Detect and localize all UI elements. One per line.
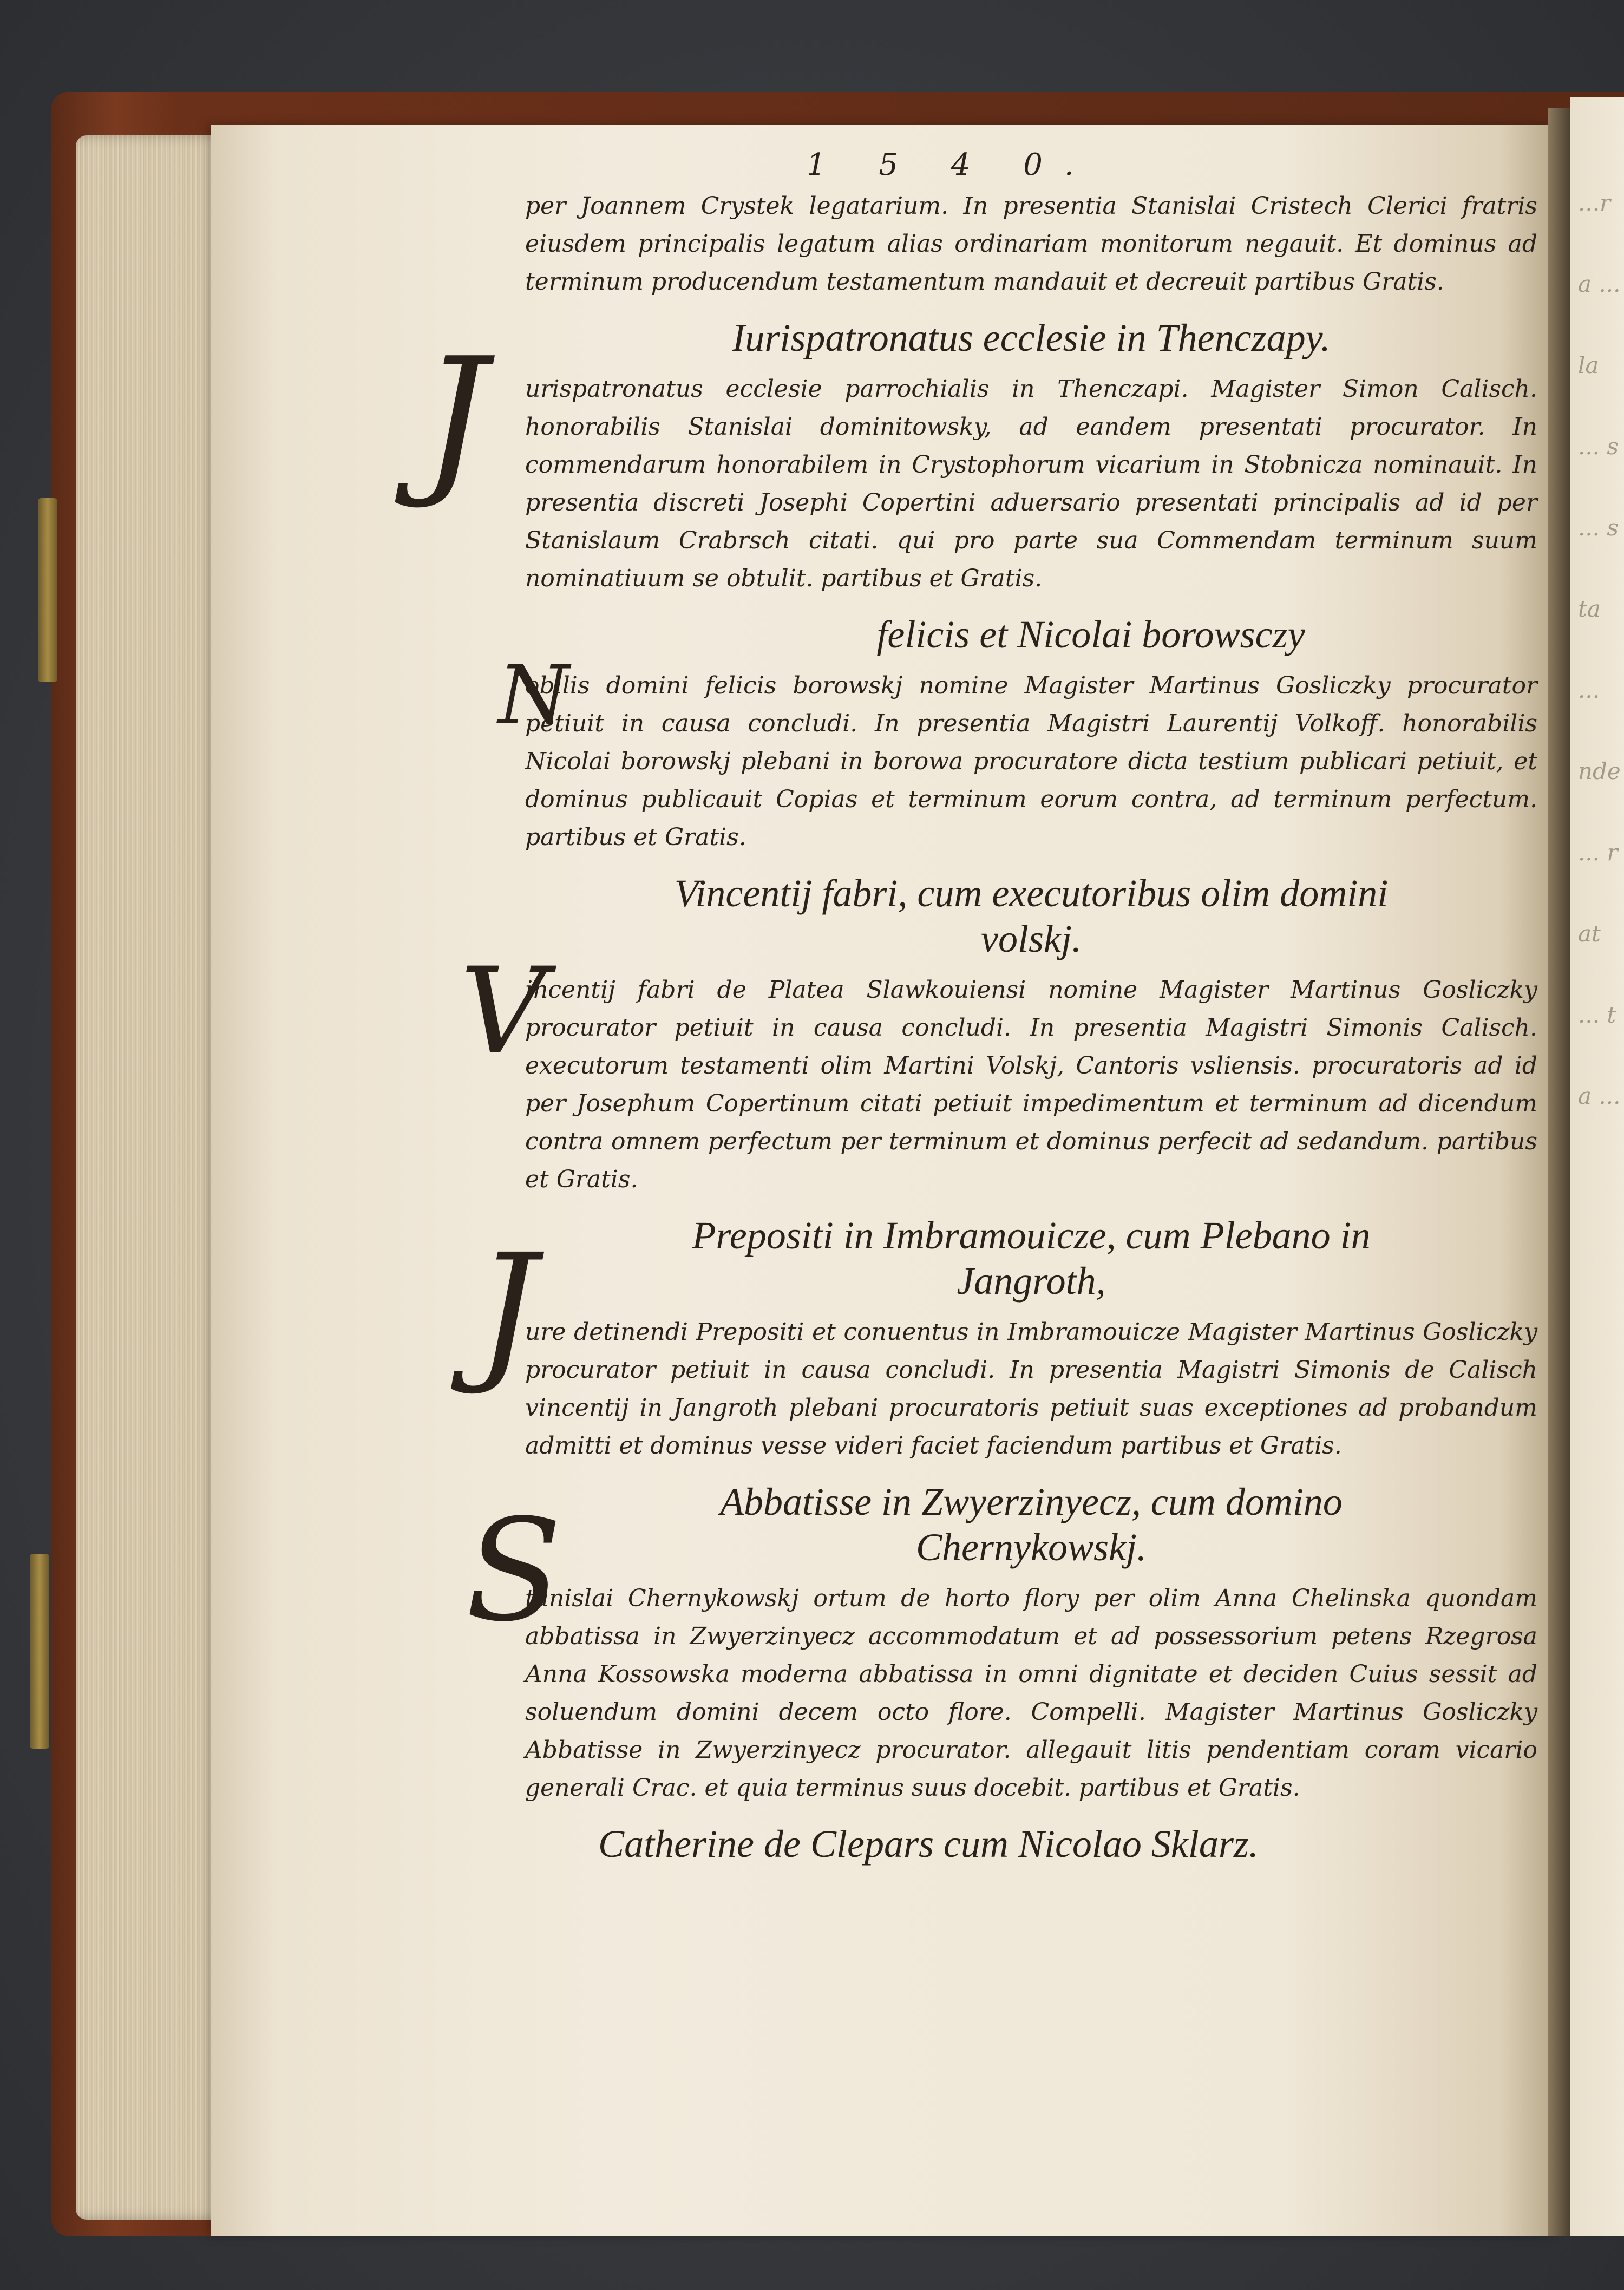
brass-clasp-lower [30, 1554, 49, 1749]
entry-heading: Catherine de Clepars cum Nicolao Sklarz. [598, 1822, 1259, 1866]
decorated-initial: S [466, 1489, 562, 1653]
decorated-initial: V [460, 942, 546, 1081]
recto-fragments: ...ra ... la ... s ... sta ... nde ... rat ... ta ... [1578, 189, 1621, 1109]
entry-heading: Prepositi in Imbramouicze, cum Plebano in Jangroth, [692, 1214, 1371, 1303]
entry-heading: Abbatisse in Zwyerzinyecz, cum domino Chernykowskj. [720, 1480, 1343, 1569]
entry-5 [466, 1479, 1537, 1807]
entry-heading: Iurispatronatus ecclesie in Thenczapy. [732, 316, 1331, 359]
brass-clasp-upper [38, 498, 57, 682]
page-text-block [422, 146, 1537, 1876]
entry-3 [460, 871, 1537, 1199]
decorated-initial: J [422, 323, 488, 512]
entry-6 [525, 1821, 1537, 1867]
entry-0 [525, 187, 1537, 301]
entry-heading: Vincentij fabri, cum executoribus olim domini volskj. [674, 872, 1389, 960]
entry-text: urispatronatus ecclesie parrochialis in Thenczapi. Magister Simon Calisch. honorabilis Stanislai dominitowsky, ad eandem presentati procurator. In commendarum honorabilem in Crystophorum vicarium in Stobnicza nominauit. In presentia discreti Josephi Copertini aduersario presentati principalis ad id per Stanislaum Crabrsch citati. qui pro parte sua Commendam terminum suum nominatiuum se obtulit. partibus et Gratis. [525, 375, 1537, 592]
entry-1 [422, 315, 1537, 598]
entry-text: incentij fabri de Platea Slawkouiensi nomine Magister Martinus Gosliczky procurator petiuit in causa concludi. In presentia Magistri Simonis Calisch. executorum testamenti olim Martini Volskj, Cantoris vsliensis. procuratoris ad id per Josephum Copertinum citati petiuit impedimentum et terminum ad dicendum contra omnem perfectum per terminum et dominus perfecit ad sedandum. partibus et Gratis. [525, 976, 1537, 1193]
entry-2 [498, 612, 1537, 856]
decorated-initial: J [476, 1222, 538, 1398]
entry-text: per Joannem Crystek legatarium. In presentia Stanislai Cristech Clerici fratris eiusdem principalis legatum alias ordinariam monitorum negauit. Et dominus ad terminum producendum testamentum mandauit et decreuit partibus Gratis. [525, 192, 1537, 296]
entry-4 [476, 1213, 1537, 1465]
entry-text: obilis domini felicis borowskj nomine Magister Martinus Gosliczky procurator petiuit in causa concludi. In presentia Magistri Laurentij Volkoff. honorabilis Nicolai borowskj plebani in borowa procuratore dicta testium publicari petiuit, et dominus publicauit Copias et terminum eorum contra, ad terminum perfectum. partibus et Gratis. [525, 672, 1537, 851]
decorated-initial: N [498, 649, 569, 743]
entry-text: tanislai Chernykowskj ortum de horto flory per olim Anna Chelinska quondam abbatissa in Zwyerzinyecz accommodatum et ad possessorium petens Rzegrosa Anna Kossowska moderna abbatissa in omni dignitate et deciden Cuius sessit ad soluendum domini decem octo flore. Compelli. Magister Martinus Gosliczky Abbatisse in Zwyerzinyecz procurator. allegauit litis pendentiam coram vicario generali Crac. et quia terminus suus docebit. partibus et Gratis. [525, 1585, 1537, 1802]
book-gutter [1548, 108, 1570, 2236]
page-year: 1 5 4 0. [807, 147, 1096, 182]
entry-text: ure detinendi Prepositi et conuentus in Imbramouicze Magister Martinus Gosliczky procurator petiuit in causa concludi. In presentia Magistri Simonis de Calisch vincentij in Jangroth plebani procuratoris petiuit suas exceptiones ad probandum admitti et dominus vesse videri faciet faciendum partibus et Gratis. [525, 1318, 1537, 1460]
entry-heading: felicis et Nicolai borowsczy [876, 613, 1305, 656]
